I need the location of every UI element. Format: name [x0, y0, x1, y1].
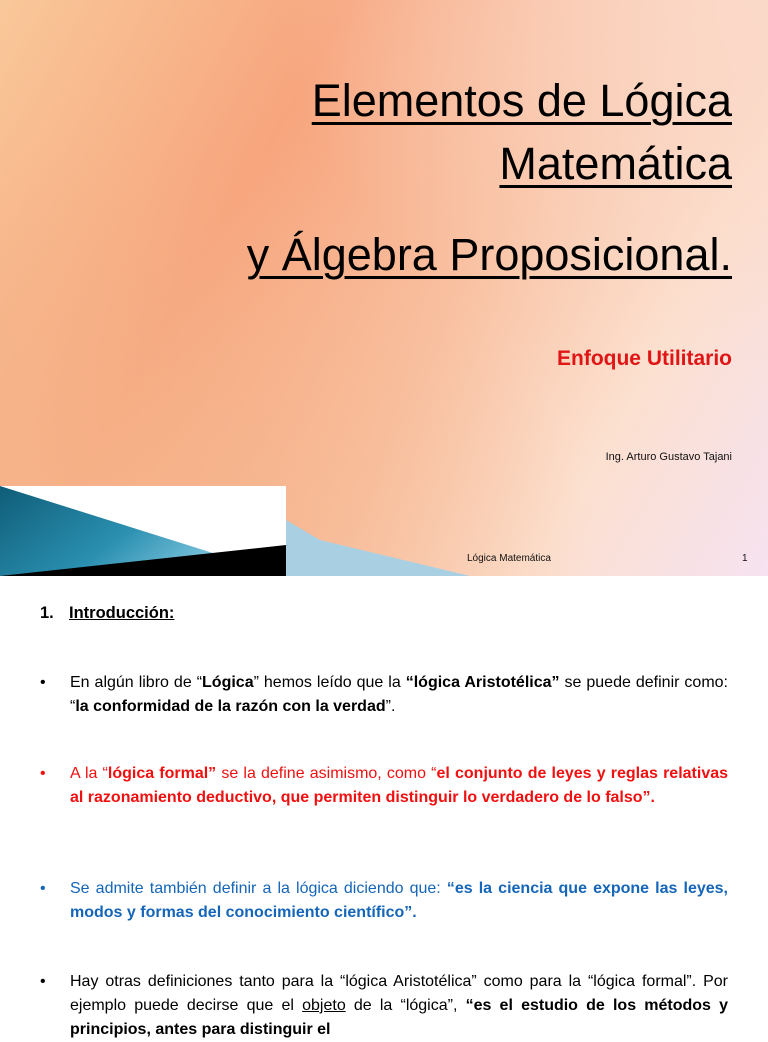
section-title: Introducción: — [69, 604, 175, 622]
paragraph-4-bold: “es el estudio de los métodos y principios, antes para distinguir el — [70, 997, 729, 1038]
paragraph-1-text: ” hemos leído que la — [253, 674, 406, 691]
slide-subtitle: Enfoque Utilitario — [557, 347, 732, 370]
slide-footer-label: Lógica Matemática — [467, 553, 551, 564]
paragraph-3 — [40, 877, 728, 925]
paragraph-1-text: se puede definir como: “ — [70, 674, 729, 715]
section-heading — [40, 604, 174, 623]
slide-author: Ing. Arturo Gustavo Tajani — [605, 451, 732, 463]
paragraph-4 — [40, 970, 728, 1042]
paragraph-4-text: Hay otras definiciones tanto para la “lógica Aristotélica” como para la “lógica formal”. Por ejemplo puede decirse que el — [70, 973, 728, 1014]
bullet-icon: • — [40, 674, 46, 691]
section-number: 1. — [40, 604, 54, 622]
bullet-icon: • — [40, 973, 46, 990]
paragraph-4-underlined: objeto — [302, 997, 346, 1014]
paragraph-1-text: ”. — [385, 698, 396, 715]
paragraph-1-bold: “lógica Aristotélica” — [405, 674, 560, 691]
paragraph-4-text: de la “lógica”, — [345, 997, 466, 1014]
paragraph-3-text: Se admite también definir a la lógica diciendo que: — [70, 880, 447, 897]
paragraph-2-bold: el conjunto de leyes y reglas relativas al razonamiento deductivo, que permiten distinguir lo verdadero de lo falso”. — [70, 765, 729, 806]
paragraph-1-bold: la conformidad de la razón con la verdad — [75, 698, 386, 715]
paragraph-2-bold: lógica formal” — [107, 765, 217, 782]
bullet-icon: • — [40, 880, 46, 897]
paragraph-1 — [40, 671, 728, 719]
paragraph-2 — [40, 762, 728, 810]
slide-title-line-3: y Álgebra Proposicional. — [246, 229, 732, 280]
slide-title-line-2: Matemática — [499, 138, 732, 189]
slide-title-line-1: Elementos de Lógica — [311, 75, 732, 126]
paragraph-3-bold: “es la ciencia que expone las leyes, modos y formas del conocimiento científico”. — [70, 880, 728, 921]
paragraph-2-text: se la define asimismo, como “ — [216, 765, 437, 782]
slide-page-number: 1 — [742, 553, 748, 564]
paragraph-1-bold: Lógica — [202, 674, 254, 691]
paragraph-1-text: En algún libro de “ — [70, 674, 203, 691]
bullet-icon: • — [40, 765, 46, 782]
paragraph-2-text: A la “ — [70, 765, 108, 782]
